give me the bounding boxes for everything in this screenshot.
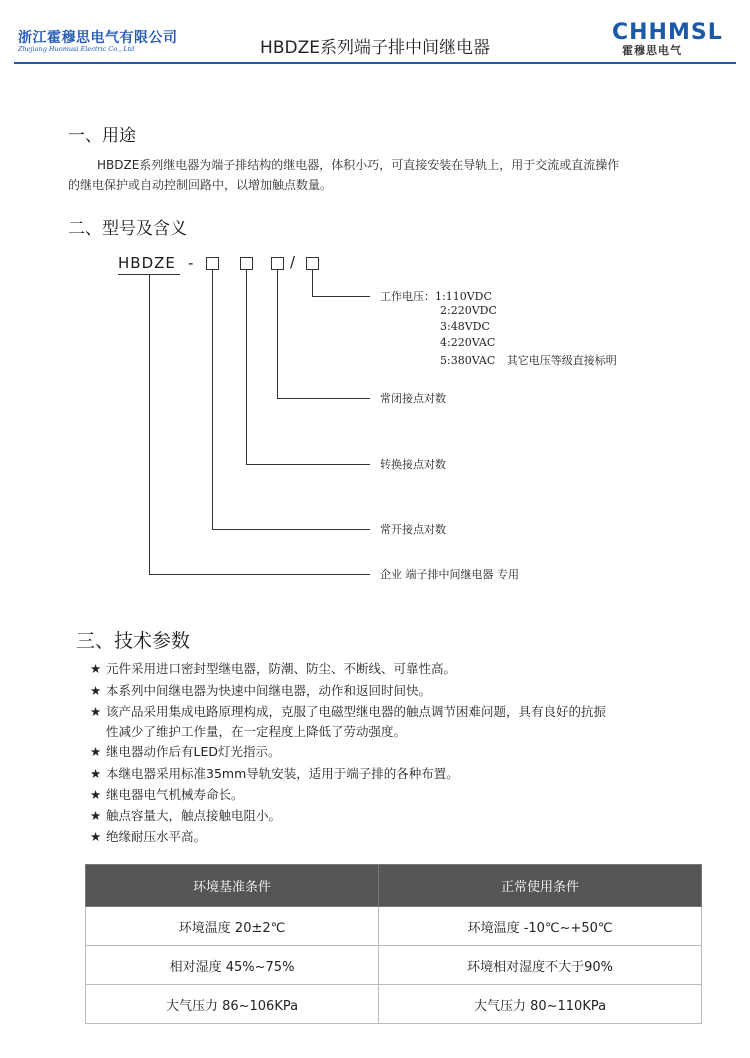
leader-nc-h: [277, 398, 370, 399]
table-cell: 相对湿度 45%~75%: [86, 946, 379, 985]
section-heading-usage: 一、用途: [68, 126, 136, 146]
table-cell: 大气压力 86~106KPa: [86, 985, 379, 1024]
leader-co-v: [246, 270, 247, 464]
feature-item: [90, 806, 281, 824]
table-row: [86, 985, 702, 1024]
leader-voltage-h: [312, 296, 370, 297]
usage-paragraph-line1: HBDZE系列继电器为端子排结构的继电器，体积小巧，可直接安装在导轨上，用于交流或直流操作: [97, 158, 620, 172]
leader-co-h: [246, 464, 370, 465]
table-header-cell: 环境基准条件: [86, 865, 379, 907]
feature-text: 元件采用进口密封型继电器，防潮、防尘、不断线、可靠性高。: [106, 661, 457, 676]
co-contacts-label: 转换接点对数: [380, 458, 446, 471]
voltage-note: 其它电压等级直接标明: [506, 354, 617, 367]
feature-item: [90, 785, 244, 803]
placeholder-box-co: [240, 257, 253, 270]
leader-no-v: [212, 270, 213, 529]
table-cell: 大气压力 80~110KPa: [379, 985, 702, 1024]
no-contacts-label: 常开接点对数: [380, 523, 446, 536]
feature-text-continued: 性减少了维护工作量，在一定程度上降低了劳动强度。: [106, 724, 407, 739]
model-prefix: HBDZE: [118, 254, 176, 272]
header-divider: [14, 62, 736, 64]
voltage-label-text: 工作电压：: [380, 290, 435, 303]
star-icon: ★: [90, 808, 102, 823]
table-row: [86, 907, 702, 946]
star-icon: ★: [90, 683, 102, 698]
leader-company-h: [149, 574, 370, 575]
star-icon: ★: [90, 766, 102, 781]
leader-voltage-v: [312, 270, 313, 296]
leader-nc-v: [277, 270, 278, 398]
voltage-option-1: 1:110VDC: [435, 290, 492, 303]
feature-item: [90, 702, 606, 720]
star-icon: ★: [90, 744, 102, 759]
voltage-option-4: 4:220VAC: [440, 336, 496, 349]
table-header-row: [86, 865, 702, 907]
company-name-cn: 浙江霍穆思电气有限公司: [18, 30, 178, 46]
feature-item: [90, 827, 206, 845]
company-name-en: Zhejiang Huomusi Electric Co., Ltd: [18, 45, 135, 53]
table-cell: 环境温度 -10℃~+50℃: [379, 907, 702, 946]
feature-item: [90, 742, 281, 760]
placeholder-box-nc: [271, 257, 284, 270]
feature-text: 本系列中间继电器为快速中间继电器，动作和返回时间快。: [106, 683, 432, 698]
feature-item: [90, 764, 459, 782]
voltage-option-5-row: [440, 352, 617, 368]
feature-item: [90, 659, 456, 677]
table-cell: 环境相对湿度不大于90%: [379, 946, 702, 985]
voltage-label: [380, 288, 492, 304]
voltage-option-5: 5:380VAC: [440, 354, 496, 367]
feature-text: 该产品采用集成电路原理构成，克服了电磁型继电器的触点调节困难问题，具有良好的抗振: [106, 704, 607, 719]
usage-paragraph-line2: 的继电保护或自动控制回路中，以增加触点数量。: [68, 178, 333, 192]
feature-text: 继电器动作后有LED灯光指示。: [106, 744, 281, 759]
brand-logo-cn: 霍穆思电气: [622, 44, 682, 57]
placeholder-box-voltage: [306, 257, 319, 270]
company-specific-label: 企业 端子排中间继电器 专用: [380, 568, 519, 581]
voltage-option-2: 2:220VDC: [440, 304, 497, 317]
table-row: [86, 946, 702, 985]
star-icon: ★: [90, 661, 102, 676]
model-dash: -: [188, 254, 195, 272]
section-heading-tech: 三、技术参数: [76, 630, 191, 652]
feature-text: 触点容量大，触点接触电阻小。: [106, 808, 282, 823]
table-header-cell: 正常使用条件: [379, 865, 702, 907]
feature-text: 本继电器采用标准35mm导轨安装，适用于端子排的各种布置。: [106, 766, 459, 781]
environment-conditions-table: [85, 864, 702, 1024]
star-icon: ★: [90, 829, 102, 844]
leader-company-v: [149, 274, 150, 574]
document-title: HBDZE系列端子排中间继电器: [260, 38, 490, 58]
model-slash: /: [290, 253, 297, 271]
placeholder-box-no: [206, 257, 219, 270]
voltage-option-3: 3:48VDC: [440, 320, 490, 333]
star-icon: ★: [90, 704, 102, 719]
leader-no-h: [212, 529, 370, 530]
table-cell: 环境温度 20±2℃: [86, 907, 379, 946]
feature-item: [90, 681, 431, 699]
section-heading-model: 二、型号及含义: [68, 219, 187, 239]
brand-logo: CHHMSL: [612, 20, 723, 45]
nc-contacts-label: 常闭接点对数: [380, 392, 446, 405]
feature-text: 绝缘耐压水平高。: [106, 829, 207, 844]
star-icon: ★: [90, 787, 102, 802]
feature-text: 继电器电气机械寿命长。: [106, 787, 244, 802]
